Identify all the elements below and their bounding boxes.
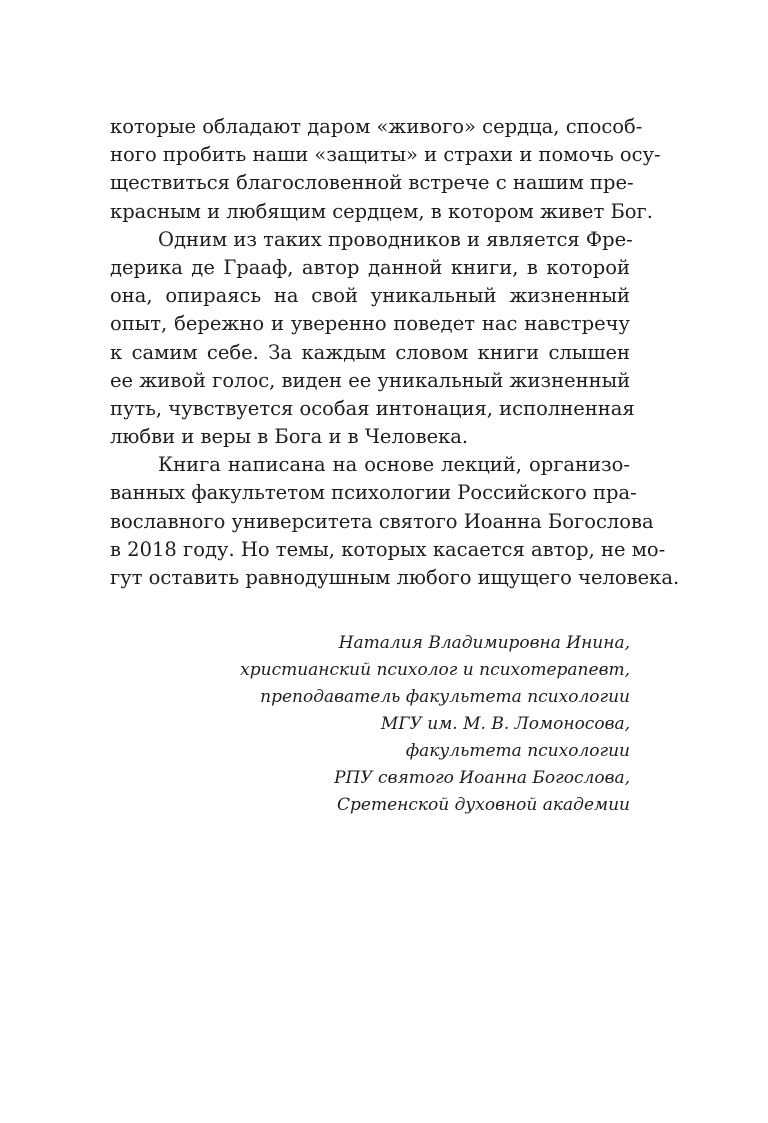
text-line: ванных факультетом психологии Российского пра- [110,481,637,505]
text-line: ного пробить наши «защиты» и страхи и помочь осу- [110,143,661,167]
text-line: которые обладают даром «живого» сердца, способ- [110,115,643,138]
text-line: дерика де Грааф, автор данной книги, в которой [110,255,630,279]
signature-line: факультета психологии [405,741,630,761]
text-line: она, опираясь на свой уникальный жизненный [110,284,630,308]
signature-line: МГУ им. М. В. Ломоносова, [380,714,630,734]
text-line: любви и веры в Бога и в Человека. [110,425,469,449]
signature-line: христианский психолог и психотерапевт, [240,660,630,680]
signature-line: преподаватель факультета психологии [260,687,630,707]
text-line: красным и любящим сердцем, в котором живет Бог. [110,199,653,223]
text-line: Одним из таких проводников и является Фре- [158,227,633,251]
main-text [110,113,680,592]
text-line: опыт, бережно и уверенно поведет нас навстречу [110,312,630,336]
text-line: путь, чувствуется особая интонация, исполненная [110,396,635,420]
text-line: ее живой голос, виден ее уникальный жизненный [110,368,631,392]
signature-line: Наталия Владимировна Инина, [338,633,630,653]
author-signature [240,630,630,819]
text-line: вославного университета святого Иоанна Богослова [110,509,654,533]
text-line: ществиться благословенной встрече с нашим пре- [110,171,634,195]
text-line: Книга написана на основе лекций, организо- [158,453,630,477]
text-line: гут оставить равнодушным любого ищущего человека. [110,566,680,589]
text-line: к самим себе. За каждым словом книги слышен [110,340,630,364]
signature-line: Сретенской духовной академии [337,795,630,815]
text-line: в 2018 году. Но темы, которых касается автор, не мо- [110,537,666,561]
signature-line: РПУ святого Иоанна Богослова, [334,768,630,788]
